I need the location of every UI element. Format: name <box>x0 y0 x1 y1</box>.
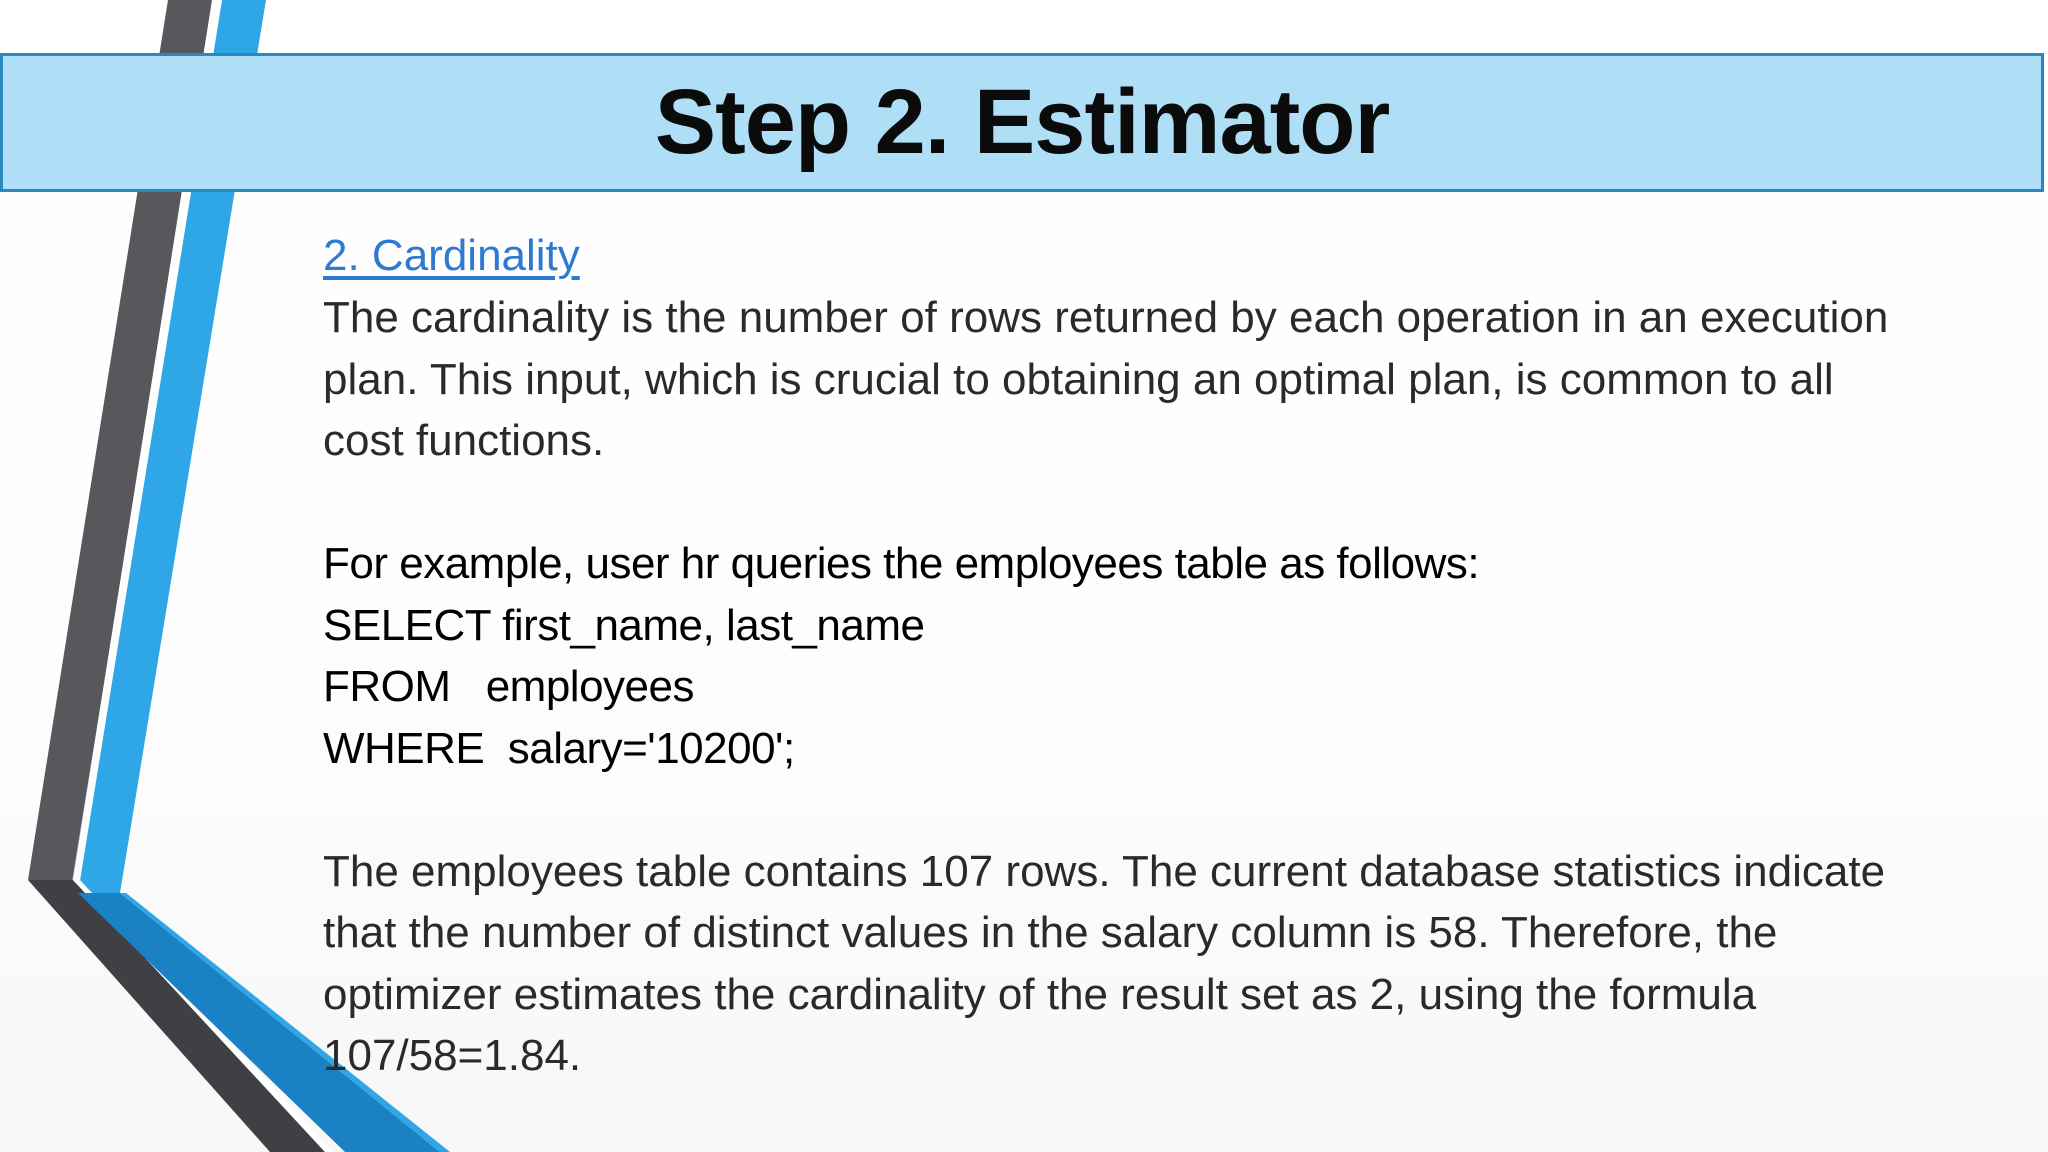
intro-line: cost functions. <box>323 416 605 465</box>
sql-line: WHERE salary='10200'; <box>323 723 795 773</box>
slide-content <box>323 225 2023 1087</box>
spacer <box>323 472 2023 534</box>
section-heading-link[interactable]: 2. Cardinality <box>323 231 580 280</box>
example-line: For example, user hr queries the employees table as follows: <box>323 539 1480 588</box>
conclusion-line: optimizer estimates the cardinality of the result set as 2, using the formula <box>323 969 1757 1019</box>
conclusion-line: 107/58=1.84. <box>323 1031 582 1080</box>
conclusion-line: The employees table contains 107 rows. The current database statistics indicate <box>323 846 1886 896</box>
conclusion-line: that the number of distinct values in the salary column is 58. Therefore, the <box>323 908 1778 957</box>
sql-line: FROM employees <box>323 662 694 711</box>
sql-line: SELECT first_name, last_name <box>323 600 925 650</box>
title-bar <box>0 53 2044 192</box>
slide-title: Step 2. Estimator <box>654 71 1390 173</box>
spacer <box>323 779 2023 841</box>
intro-line: plan. This input, which is crucial to obtaining an optimal plan, is common to all <box>323 354 1834 404</box>
intro-line: The cardinality is the number of rows returned by each operation in an execution <box>323 293 1889 342</box>
stripe-dark-lower <box>28 880 325 1152</box>
